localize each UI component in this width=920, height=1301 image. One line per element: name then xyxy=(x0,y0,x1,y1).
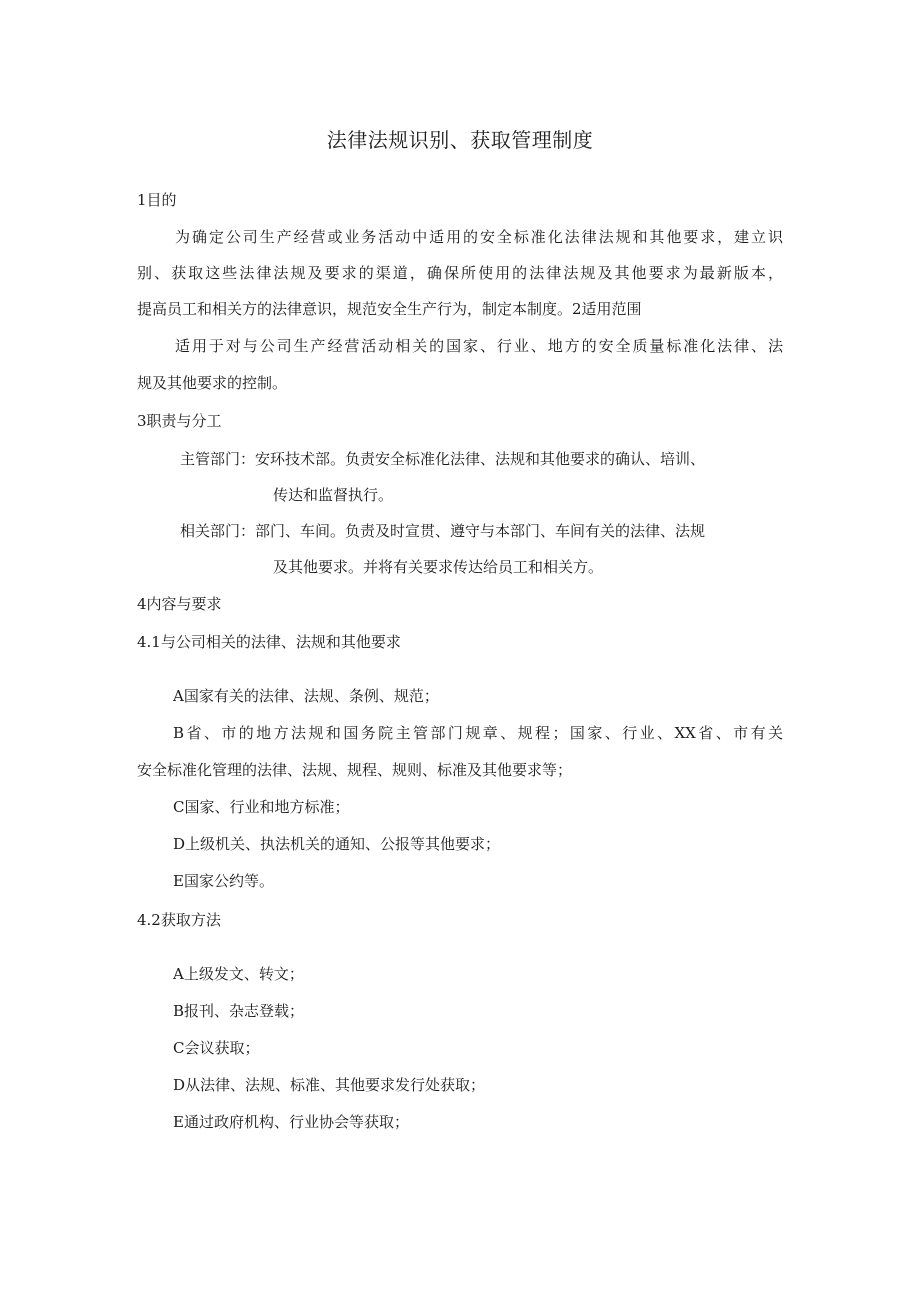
section-3-related-dept-line-2: 及其他要求。并将有关要求传达给员工和相关方。 xyxy=(273,558,604,576)
section-2-paragraph-line-1: 适用于对与公司生产经营活动相关的国家、行业、地方的安全质量标准化法律、法 xyxy=(175,337,783,355)
section-4-2-item-a: A上级发文、转文； xyxy=(173,965,304,983)
section-4-1-item-d: D上级机关、执法机关的通知、公报等其他要求； xyxy=(173,835,501,853)
section-4-1-heading: 4.1与公司相关的法律、法规和其他要求 xyxy=(137,633,401,651)
section-4-2-item-e: E通过政府机构、行业协会等获取； xyxy=(173,1113,409,1131)
section-1-paragraph-line-1: 为确定公司生产经营或业务活动中适用的安全标准化法律法规和其他要求，建立识 xyxy=(175,228,783,246)
section-4-1-item-a: A国家有关的法律、法规、条例、规范； xyxy=(173,687,439,705)
section-4-2-heading: 4.2获取方法 xyxy=(137,911,221,929)
section-4-2-item-c: C会议获取； xyxy=(173,1039,260,1057)
section-1-paragraph-line-3: 提高员工和相关方的法律意识，规范安全生产行为，制定本制度。2适用范围 xyxy=(137,300,642,318)
section-4-2-item-b: B报刊、杂志登载； xyxy=(173,1002,305,1020)
section-4-1-item-b-line-1: B省、市的地方法规和国务院主管部门规章、规程；国家、行业、XX省、市有关 xyxy=(173,724,783,742)
section-3-main-dept-line-1: 主管部门：安环技术部。负责安全标准化法律、法规和其他要求的确认、培训、 xyxy=(180,450,706,468)
section-4-1-item-b-line-2: 安全标准化管理的法律、法规、规程、规则、标准及其他要求等； xyxy=(137,761,573,779)
section-1-heading: 1目的 xyxy=(137,191,177,209)
section-4-1-item-e: E国家公约等。 xyxy=(173,872,274,890)
section-3-heading: 3职责与分工 xyxy=(137,412,222,430)
section-3-related-dept-line-1: 相关部门：部门、车间。负责及时宣贯、遵守与本部门、车间有关的法律、法规 xyxy=(180,522,706,540)
section-4-2-item-d: D从法律、法规、标准、其他要求发行处获取； xyxy=(173,1076,486,1094)
section-2-paragraph-line-2: 规及其他要求的控制。 xyxy=(137,374,288,392)
section-1-paragraph-line-2: 别、获取这些法律法规及要求的渠道，确保所使用的法律法规及其他要求为最新版本， xyxy=(137,264,783,282)
section-4-heading: 4内容与要求 xyxy=(137,595,222,613)
document-title: 法律法规识别、获取管理制度 xyxy=(326,128,594,152)
section-3-main-dept-line-2: 传达和监督执行。 xyxy=(273,486,394,504)
section-4-1-item-c: C国家、行业和地方标准； xyxy=(173,798,350,816)
